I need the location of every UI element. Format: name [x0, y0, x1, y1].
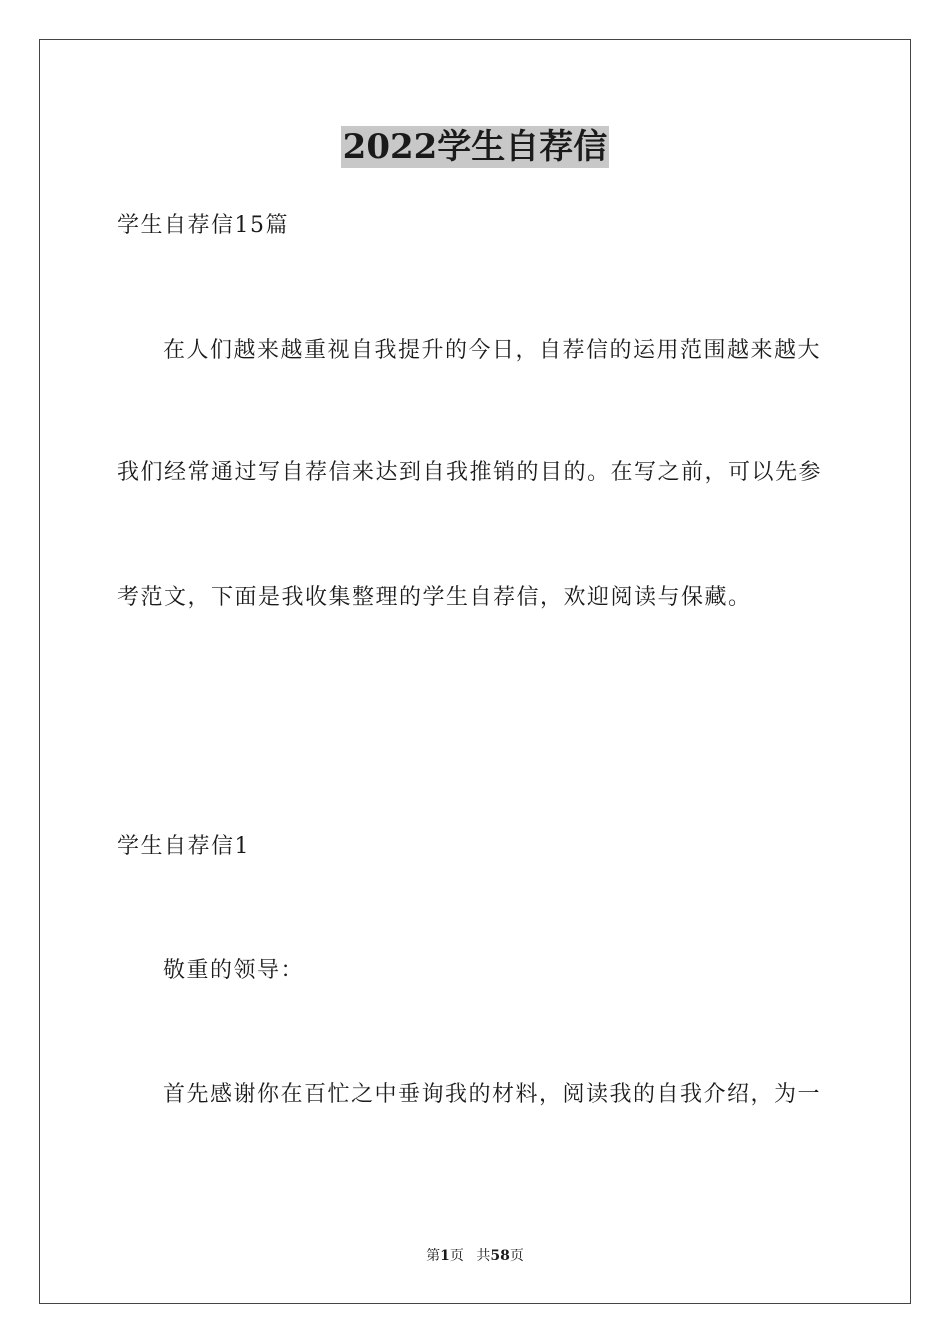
total-indicator — [476, 1248, 523, 1264]
intro-line-3: 考范文，下面是我收集整理的学生自荐信，欢迎阅读与保藏。 — [117, 585, 752, 610]
document-subtitle: 学生自荐信15篇 — [117, 213, 289, 238]
page-prefix: 第 — [426, 1248, 441, 1264]
total-prefix: 共 — [476, 1248, 491, 1264]
page-footer — [0, 1247, 950, 1265]
body-line-1: 首先感谢你在百忙之中垂询我的材料，阅读我的自我介绍，为一 — [163, 1082, 822, 1107]
section-heading: 学生自荐信1 — [117, 834, 250, 859]
page-number: 1 — [440, 1248, 450, 1264]
total-pages: 58 — [490, 1248, 510, 1264]
intro-line-1: 在人们越来越重视自我提升的今日，自荐信的运用范围越来越大 — [163, 338, 822, 363]
intro-line-2: 我们经常通过写自荐信来达到自我推销的目的。在写之前，可以先参 — [117, 460, 823, 485]
title-container — [0, 126, 950, 168]
page-indicator — [426, 1248, 464, 1264]
page-suffix: 页 — [449, 1248, 464, 1264]
total-suffix: 页 — [509, 1248, 524, 1264]
document-title: 2022学生自荐信 — [342, 127, 608, 167]
salutation: 敬重的领导： — [163, 958, 305, 983]
